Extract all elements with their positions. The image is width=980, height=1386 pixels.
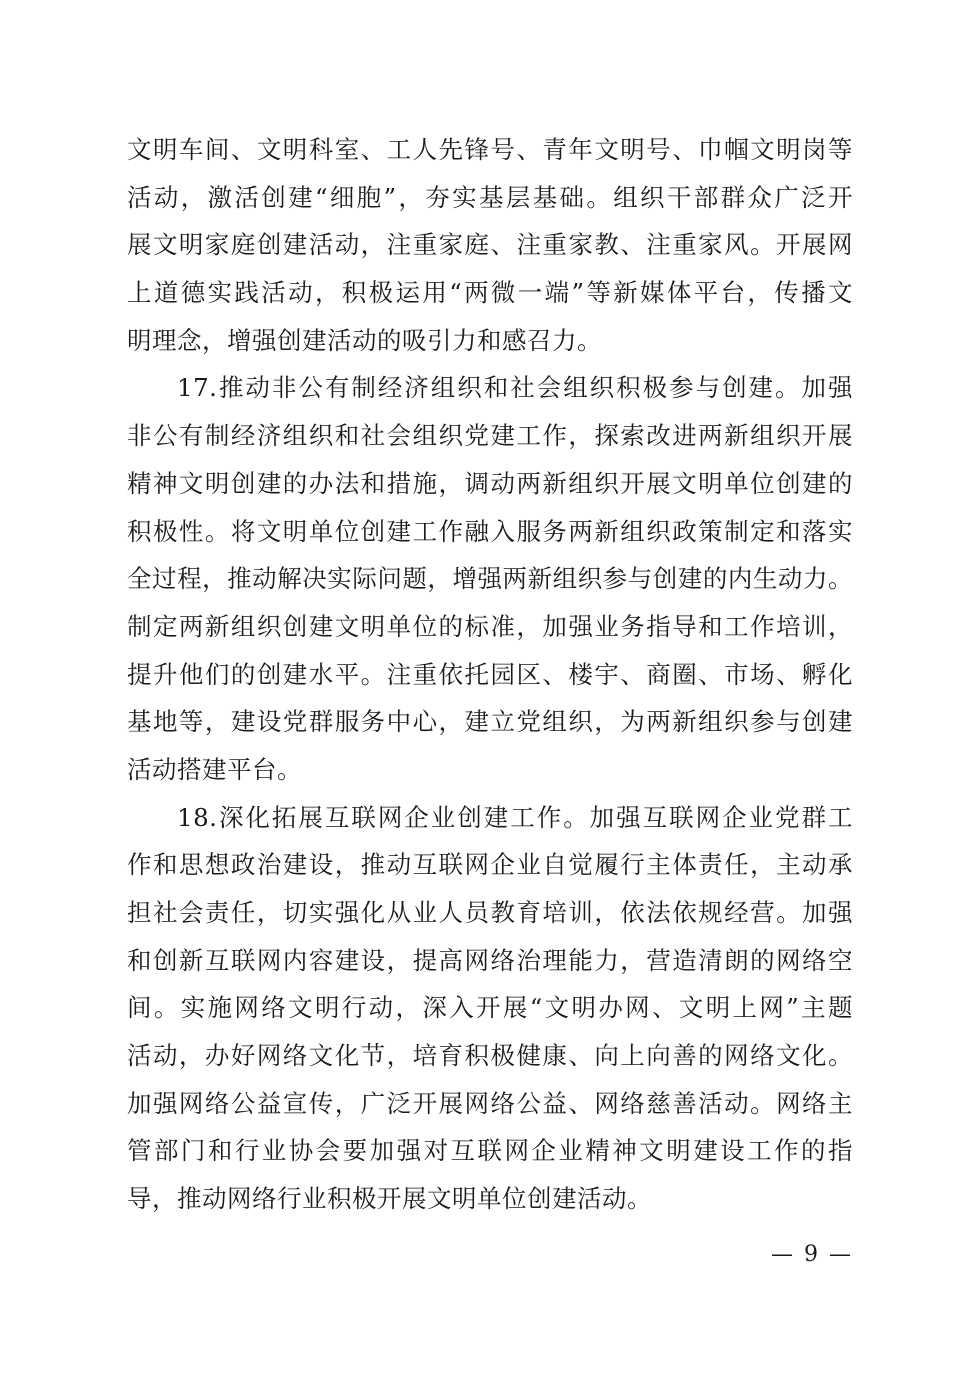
body-text [127, 126, 853, 1223]
text-line: 基地等，建设党群服务中心，建立党组织，为两新组织参与创建 [127, 707, 853, 737]
text-line: 加强网络公益宣传，广泛开展网络公益、网络慈善活动。网络主 [127, 1088, 853, 1118]
section-heading-18: 18.深化拓展互联网企业创建工作。加强互联网企业党群工 [177, 802, 853, 832]
text-line: 上道德实践活动，积极运用“两微一端”等新媒体平台，传播文 [127, 278, 853, 308]
text-line: 非公有制经济组织和社会组织党建工作，探索改进两新组织开展 [127, 421, 853, 451]
text-line: 活动，激活创建“细胞”，夯实基层基础。组织干部群众广泛开 [127, 182, 853, 212]
section-heading-17: 17.推动非公有制经济组织和社会组织积极参与创建。加强 [177, 373, 853, 403]
text-line: 担社会责任，切实强化从业人员教育培训，依法依规经营。加强 [127, 898, 853, 927]
text-line: 和创新互联网内容建设，提高网络治理能力，营造清朗的网络空 [127, 945, 853, 975]
text-line: 文明车间、文明科室、工人先锋号、青年文明号、巾帼文明岗等 [127, 135, 853, 164]
text-line: 间。实施网络文明行动，深入开展“文明办网、文明上网”主题 [127, 993, 853, 1023]
text-line: 制定两新组织创建文明单位的标准，加强业务指导和工作培训， [127, 611, 853, 641]
text-line: 提升他们的创建水平。注重依托园区、楼宇、商圈、市场、孵化 [127, 659, 853, 689]
text-line: 积极性。将文明单位创建工作融入服务两新组织政策制定和落实 [127, 516, 853, 546]
text-line: 明理念，增强创建活动的吸引力和感召力。 [127, 325, 602, 355]
text-line: 全过程，推动解决实际问题，增强两新组织参与创建的内生动力。 [127, 564, 853, 594]
page-number: — 9 — [771, 1242, 853, 1267]
text-line: 管部门和行业协会要加强对互联网企业精神文明建设工作的指 [127, 1136, 853, 1166]
text-line: 作和思想政治建设，推动互联网企业自觉履行主体责任，主动承 [127, 850, 853, 880]
text-line: 活动搭建平台。 [127, 754, 302, 784]
text-line: 展文明家庭创建活动，注重家庭、注重家教、注重家风。开展网 [127, 230, 853, 260]
text-line: 精神文明创建的办法和措施，调动两新组织开展文明单位创建的 [127, 468, 853, 498]
text-line: 活动，办好网络文化节，培育积极健康、向上向善的网络文化。 [127, 1041, 853, 1071]
text-line: 导，推动网络行业积极开展文明单位创建活动。 [127, 1184, 652, 1214]
